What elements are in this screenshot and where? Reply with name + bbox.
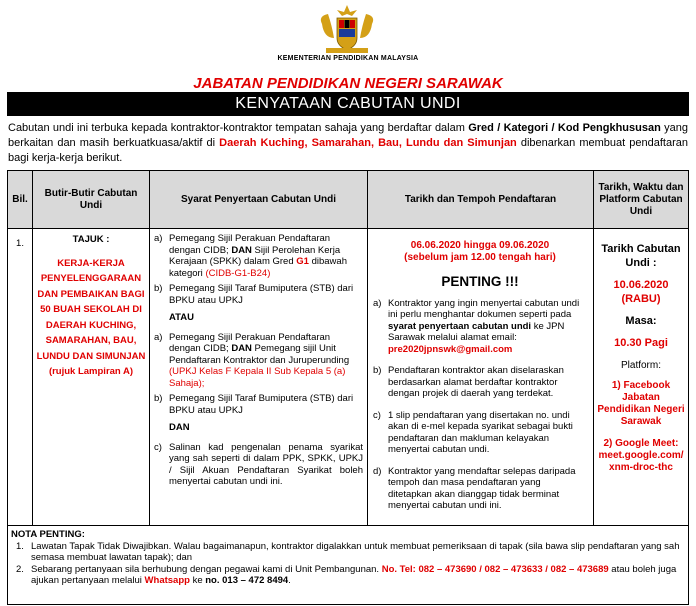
platform-facebook[interactable]: 1) Facebook Jabatan Pendidikan Negeri Sarawak	[597, 380, 685, 427]
condition-item	[154, 442, 363, 488]
lampiran-note: (rujuk Lampiran A)	[48, 366, 134, 377]
platform-label: Platform:	[620, 360, 661, 371]
text: Pemegang Sijil Perakuan Pendaftaran dengan CIDB;	[169, 331, 331, 354]
text: Sijil Perolehan Kerja Kerajaan (SPKK) dalam Gred	[169, 244, 341, 267]
category-code: (UPKJ Kelas F Kepala II Sub Kepala 5 (a) Sahaja);	[169, 366, 346, 389]
condition-item	[154, 393, 363, 416]
text: Kontraktor yang ingin menyertai cabutan undi ini perlu menghantar dokumen seperti pada	[388, 297, 580, 320]
text: Sebarang pertanyaan sila berhubung dengan pegawai kami di Unit Pembangunan.	[31, 563, 382, 575]
item-text: Kontraktor yang mendaftar selepas daripada tempoh dan masa pendaftaran yang ditetapkan akan dianggap tidak berminat menyertai cabutan undi ini.	[388, 465, 576, 511]
registration-item	[373, 466, 587, 512]
intro-paragraph	[8, 121, 688, 166]
platform-google-meet[interactable]: 2) Google Meet: meet.google.com/ xnm-droc-thc	[598, 438, 684, 473]
department-title: JABATAN PENDIDIKAN NEGERI SARAWAK	[193, 75, 503, 92]
grade-code: G1	[296, 256, 309, 267]
notice-table	[7, 170, 689, 605]
category-code: (CIDB-G1-B24)	[205, 267, 271, 279]
condition-label: b)	[154, 393, 163, 404]
condition-text: Salinan kad pengenalan penama syarikat yang sah seperti di dalam PPK, SPKK, UPKJ / Sijil Akuan Pendaftaran Syarikat boleh menyertai cabutan undi ini.	[169, 441, 363, 487]
item-text: 1 slip pendaftaran yang disertakan no. undi akan di e-mel kepada syarikat sebagai bukti pendaftaran dan makluman kelayakan menyertai cabutan undi.	[388, 409, 573, 455]
tender-details	[33, 229, 150, 526]
draw-date: 10.06.2020	[613, 279, 669, 291]
text: ke JPN Sarawak melalui alamat email:	[388, 320, 565, 343]
draw-time: 10.30 Pagi	[614, 337, 668, 349]
condition-label: a)	[154, 233, 163, 244]
note-item	[11, 564, 685, 587]
atau-separator: ATAU	[169, 312, 194, 323]
registration-item	[373, 298, 587, 356]
header-syarat: Syarat Penyertaan Cabutan Undi	[150, 171, 368, 229]
whatsapp-number: no. 013 – 472 8494	[205, 575, 289, 586]
penting-heading: PENTING !!!	[441, 274, 519, 289]
note-text: Lawatan Tapak Tidak Diwajibkan. Walau bagaimanapun, kontraktor digalakkan untuk membuat pemeriksaan di tapak (sila bawa slip pendaftaran yang sah semasa membuat lawatan tapak); dan	[31, 540, 680, 563]
condition-label: c)	[154, 441, 162, 453]
notes-section	[8, 526, 689, 605]
email-address[interactable]: pre2020jpnswk@gmail.com	[388, 343, 513, 355]
text: syarat penyertaan cabutan undi	[388, 320, 532, 332]
condition-label: b)	[154, 283, 163, 294]
header-butir: Butir-Butir Cabutan Undi	[33, 171, 150, 229]
condition-text: Pemegang Sijil Taraf Bumiputera (STB) dari BPKU atau UPKJ	[169, 283, 354, 306]
text: ke	[189, 575, 206, 586]
item-text: Pendaftaran kontraktor akan diselaraskan berdasarkan alamat berdaftar kontraktor dengan projek di daerah yang terdekat.	[388, 365, 564, 399]
text: Pemegang Sijil Perakuan Pendaftaran dengan CIDB;	[169, 233, 331, 256]
draw-platform-cell	[594, 229, 689, 526]
item-text	[388, 298, 587, 356]
header-tarikh: Tarikh dan Tempoh Pendaftaran	[368, 171, 594, 229]
phone-numbers: No. Tel: 082 – 473690 / 082 – 473633 / 082 – 473689	[381, 563, 609, 575]
draw-day: (RABU)	[621, 293, 661, 305]
note-label: 1.	[16, 540, 24, 552]
item-label: b)	[373, 365, 382, 376]
text: DAN	[231, 244, 252, 256]
note-item	[11, 541, 685, 564]
tender-description: KERJA-KERJA PENYELENGGARAAN DAN PEMBAIKAN BAGI 50 BUAH SEKOLAH DI DAERAH KUCHING, SAMARAHAN, BAU, LUNDU DAN SIMUNJAN	[36, 257, 146, 362]
text: atau boleh juga ajukan pertanyaan melalui	[31, 563, 677, 586]
condition-item	[154, 233, 363, 279]
conditions-cell	[150, 229, 368, 526]
header-platform: Tarikh, Waktu dan Platform Cabutan Undi	[594, 171, 689, 229]
registration-item	[373, 410, 587, 456]
text: .	[288, 575, 291, 586]
condition-text: Pemegang Sijil Taraf Bumiputera (STB) dari BPKU atau UPKJ	[169, 393, 354, 416]
intro-text: yang berkaitan dan masih berkuatkuasa/aktif di	[8, 122, 688, 149]
intro-text: Cabutan undi ini terbuka kepada kontraktor-kontraktor tempatan sahaja yang berdaftar dalam	[8, 122, 469, 134]
header-bil: Bil.	[8, 171, 33, 229]
condition-text	[169, 332, 363, 390]
item-label: c)	[373, 409, 381, 421]
condition-item	[154, 283, 363, 306]
registration-item	[373, 365, 587, 400]
notice-banner: KENYATAAN CABUTAN UNDI	[7, 92, 689, 116]
condition-label: a)	[154, 331, 163, 343]
notes-title: NOTA PENTING:	[11, 529, 85, 540]
item-label: a)	[373, 297, 382, 309]
registration-deadline: (sebelum jam 12.00 tengah hari)	[404, 252, 556, 263]
dan-separator: DAN	[169, 422, 190, 433]
whatsapp-label: Whatsapp	[144, 575, 190, 586]
registration-dates: 06.06.2020 hingga 09.06.2020	[410, 240, 550, 251]
text: Pemegang sijil Unit Pendaftaran Kontraktor dan Juruperunding	[169, 343, 350, 366]
draw-date-label: Tarikh Cabutan Undi :	[601, 243, 681, 269]
condition-item	[154, 332, 363, 390]
condition-text	[169, 233, 363, 279]
malaysia-coat-of-arms-icon	[312, 4, 382, 56]
note-text	[31, 564, 685, 587]
intro-text: dibenarkan membuat pendaftaran bagi kerja-kerja berikut.	[8, 137, 688, 164]
intro-areas: Daerah Kuching, Samarahan, Bau, Lundu dan Simunjan	[219, 137, 517, 149]
text: dibawah kategori	[169, 256, 347, 279]
row-number: 1.	[8, 229, 33, 526]
draw-time-label: Masa:	[625, 315, 657, 327]
ministry-name: KEMENTERIAN PENDIDIKAN MALAYSIA	[277, 55, 419, 62]
item-label: d)	[373, 465, 382, 477]
tajuk-label: TAJUK :	[72, 234, 110, 245]
intro-grade-text: Gred / Kategori / Kod Pengkhususan	[468, 122, 661, 134]
note-label: 2.	[16, 563, 24, 575]
registration-cell	[368, 229, 594, 526]
text: DAN	[231, 343, 252, 354]
